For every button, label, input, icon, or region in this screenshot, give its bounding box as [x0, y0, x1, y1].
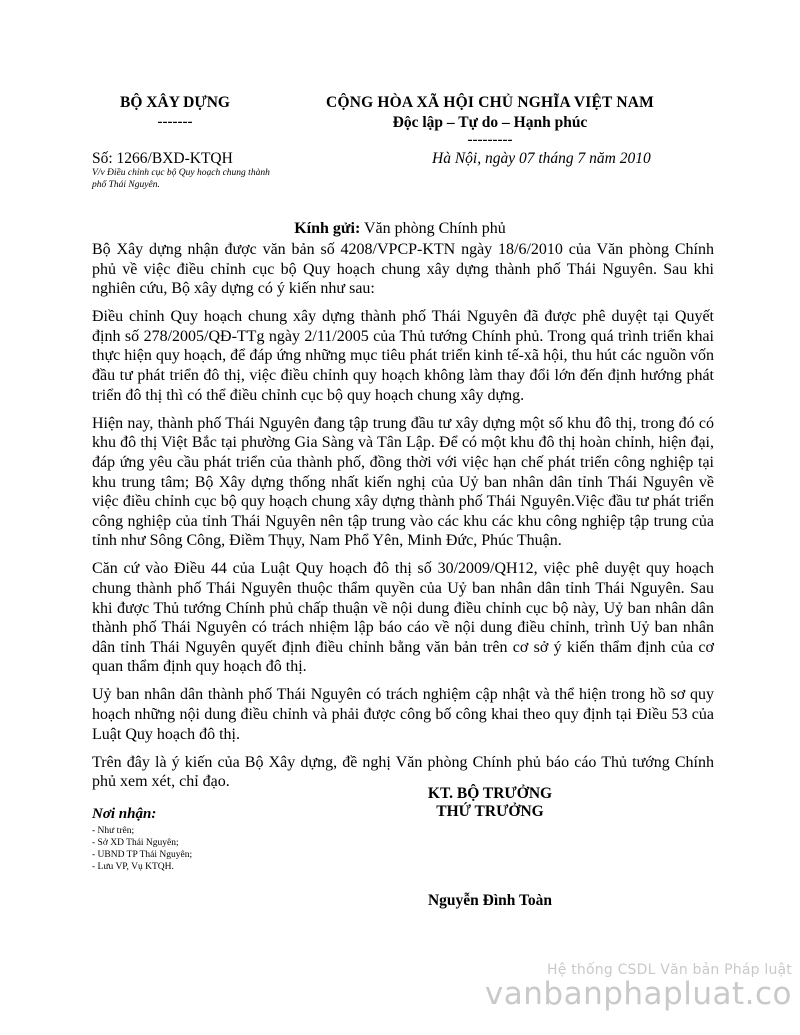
- body-paragraph: Căn cứ vào Điều 44 của Luật Quy hoạch đô thị số 30/2009/QH12, việc phê duyệt quy hoạch chung thành phố Thái Nguyên thuộc thẩm quyền của Uỷ ban nhân dân tỉnh Thái Nguyên. Sau khi được Thủ tướng Chính phủ chấp thuận về nội dung điều chỉnh cục bộ này, Uỷ ban nhân dân thành phố Thái Nguyên có trách nhiệm lập báo cáo về nội dung điều chỉnh, trình Uỷ ban nhân dân tỉnh Thái Nguyên quyết định điều chỉnh bằng văn bản trên cơ sở ý kiến thẩm định của cơ quan thẩm định quy hoạch đô thị.: [92, 560, 714, 676]
- place-and-date: Hà Nội, ngày 07 tháng 7 năm 2010: [432, 150, 651, 167]
- watermark-domain: vanbanphapluat.co: [484, 976, 792, 1012]
- national-motto: Độc lập – Tự do – Hạnh phúc: [392, 114, 588, 131]
- distribution-list: [92, 806, 192, 873]
- signer-name: Nguyễn Đình Toàn: [427, 892, 553, 909]
- signer-title-1: KT. BỘ TRƯỞNG: [427, 785, 553, 802]
- signature-block: [390, 785, 590, 821]
- motto-separator: ---------: [467, 132, 513, 148]
- body-paragraph: Uỷ ban nhân dân thành phố Thái Nguyên có trách nghiệm cập nhật và thể hiện trong hồ sơ quy hoạch những nội dung điều chỉnh và phải được công bố công khai theo quy định tại Điều 53 của Luật Quy hoạch đô thị.: [92, 686, 714, 743]
- distribution-item: - Lưu VP, Vụ KTQH.: [92, 862, 174, 872]
- body-paragraph: Điều chỉnh Quy hoạch chung xây dựng thành phố Thái Nguyên đã được phê duyệt tại Quyết định số 278/2005/QĐ-TTg ngày 2/11/2005 của Thủ tướng Chính phủ. Trong quá trình triển khai thực hiện quy hoạch, để đáp ứng những mục tiêu phát triển kinh tế-xã hội, thu hút các nguồn vốn đầu tư phát triển đô thị, việc điều chỉnh quy hoạch không làm thay đổi lớn đến định hướng phát triển đô thị thì có thể điều chỉnh cục bộ quy hoạch chung xây dựng.: [92, 308, 714, 404]
- body-paragraph: Trên đây là ý kiến của Bộ Xây dựng, đề nghị Văn phòng Chính phủ báo cáo Thủ tướng Chính phủ xem xét, chỉ đạo.: [92, 753, 714, 791]
- document-subject: V/v Điều chỉnh cục bộ Quy hoạch chung thành phố Thái Nguyên.: [92, 168, 270, 190]
- body-paragraph: Bộ Xây dựng nhận được văn bản số 4208/VPCP-KTN ngày 18/6/2010 của Văn phòng Chính phủ về việc điều chỉnh cục bộ Quy hoạch chung xây dựng thành phố Thái Nguyên. Sau khi nghiên cứu, Bộ xây dựng có ý kiến như sau:: [92, 241, 714, 298]
- distribution-item: - UBND TP Thái Nguyên;: [92, 850, 193, 860]
- recipient-line: [0, 220, 800, 238]
- issuer-name: BỘ XÂY DỰNG: [120, 94, 230, 111]
- site-watermark: [485, 962, 792, 1012]
- national-header: [290, 94, 690, 149]
- document-number: Số: 1266/BXD-KTQH: [92, 150, 233, 167]
- signer-title-2: THỨ TRƯỞNG: [436, 803, 544, 820]
- nation-title: CỘNG HÒA XÃ HỘI CHỦ NGHĨA VIỆT NAM: [326, 94, 654, 111]
- watermark-caption: Hệ thống CSDL Văn bản Pháp luật: [547, 962, 792, 978]
- distribution-items: [92, 825, 192, 873]
- recipient-name: Văn phòng Chính phủ: [360, 220, 506, 237]
- distribution-item: - Như trên;: [92, 826, 135, 836]
- recipient-label: Kính gửi:: [294, 220, 361, 237]
- issuer-separator: -------: [157, 114, 193, 130]
- issuer-header: [100, 94, 250, 131]
- distribution-item: - Sở XD Thái Nguyên;: [92, 838, 179, 848]
- letter-body: [92, 240, 714, 800]
- distribution-heading: Nơi nhận:: [92, 806, 157, 822]
- body-paragraph: Hiện nay, thành phố Thái Nguyên đang tập trung đầu tư xây dựng một số khu đô thị, trong đó có khu đô thị Việt Bắc tại phường Gia Sàng và Tân Lập. Để có một khu đô thị hoàn chỉnh, hiện đại, đáp ứng yêu cầu phát triển của thành phố, đồng thời với việc hạn chế phát triển công nghiệp tại khu trung tâm; Bộ Xây dựng thống nhất kiến nghị của Uỷ ban nhân dân tỉnh Thái Nguyên về việc điều chỉnh cục bộ quy hoạch chung xây dựng thành phố Thái Nguyên.Việc đầu tư phát triển công nghiệp của tỉnh Thái Nguyên nên tập trung vào các khu các khu công nghiệp tập trung của tỉnh như Sông Công, Điềm Thụy, Nam Phổ Yên, Minh Đức, Phúc Thuận.: [92, 414, 714, 550]
